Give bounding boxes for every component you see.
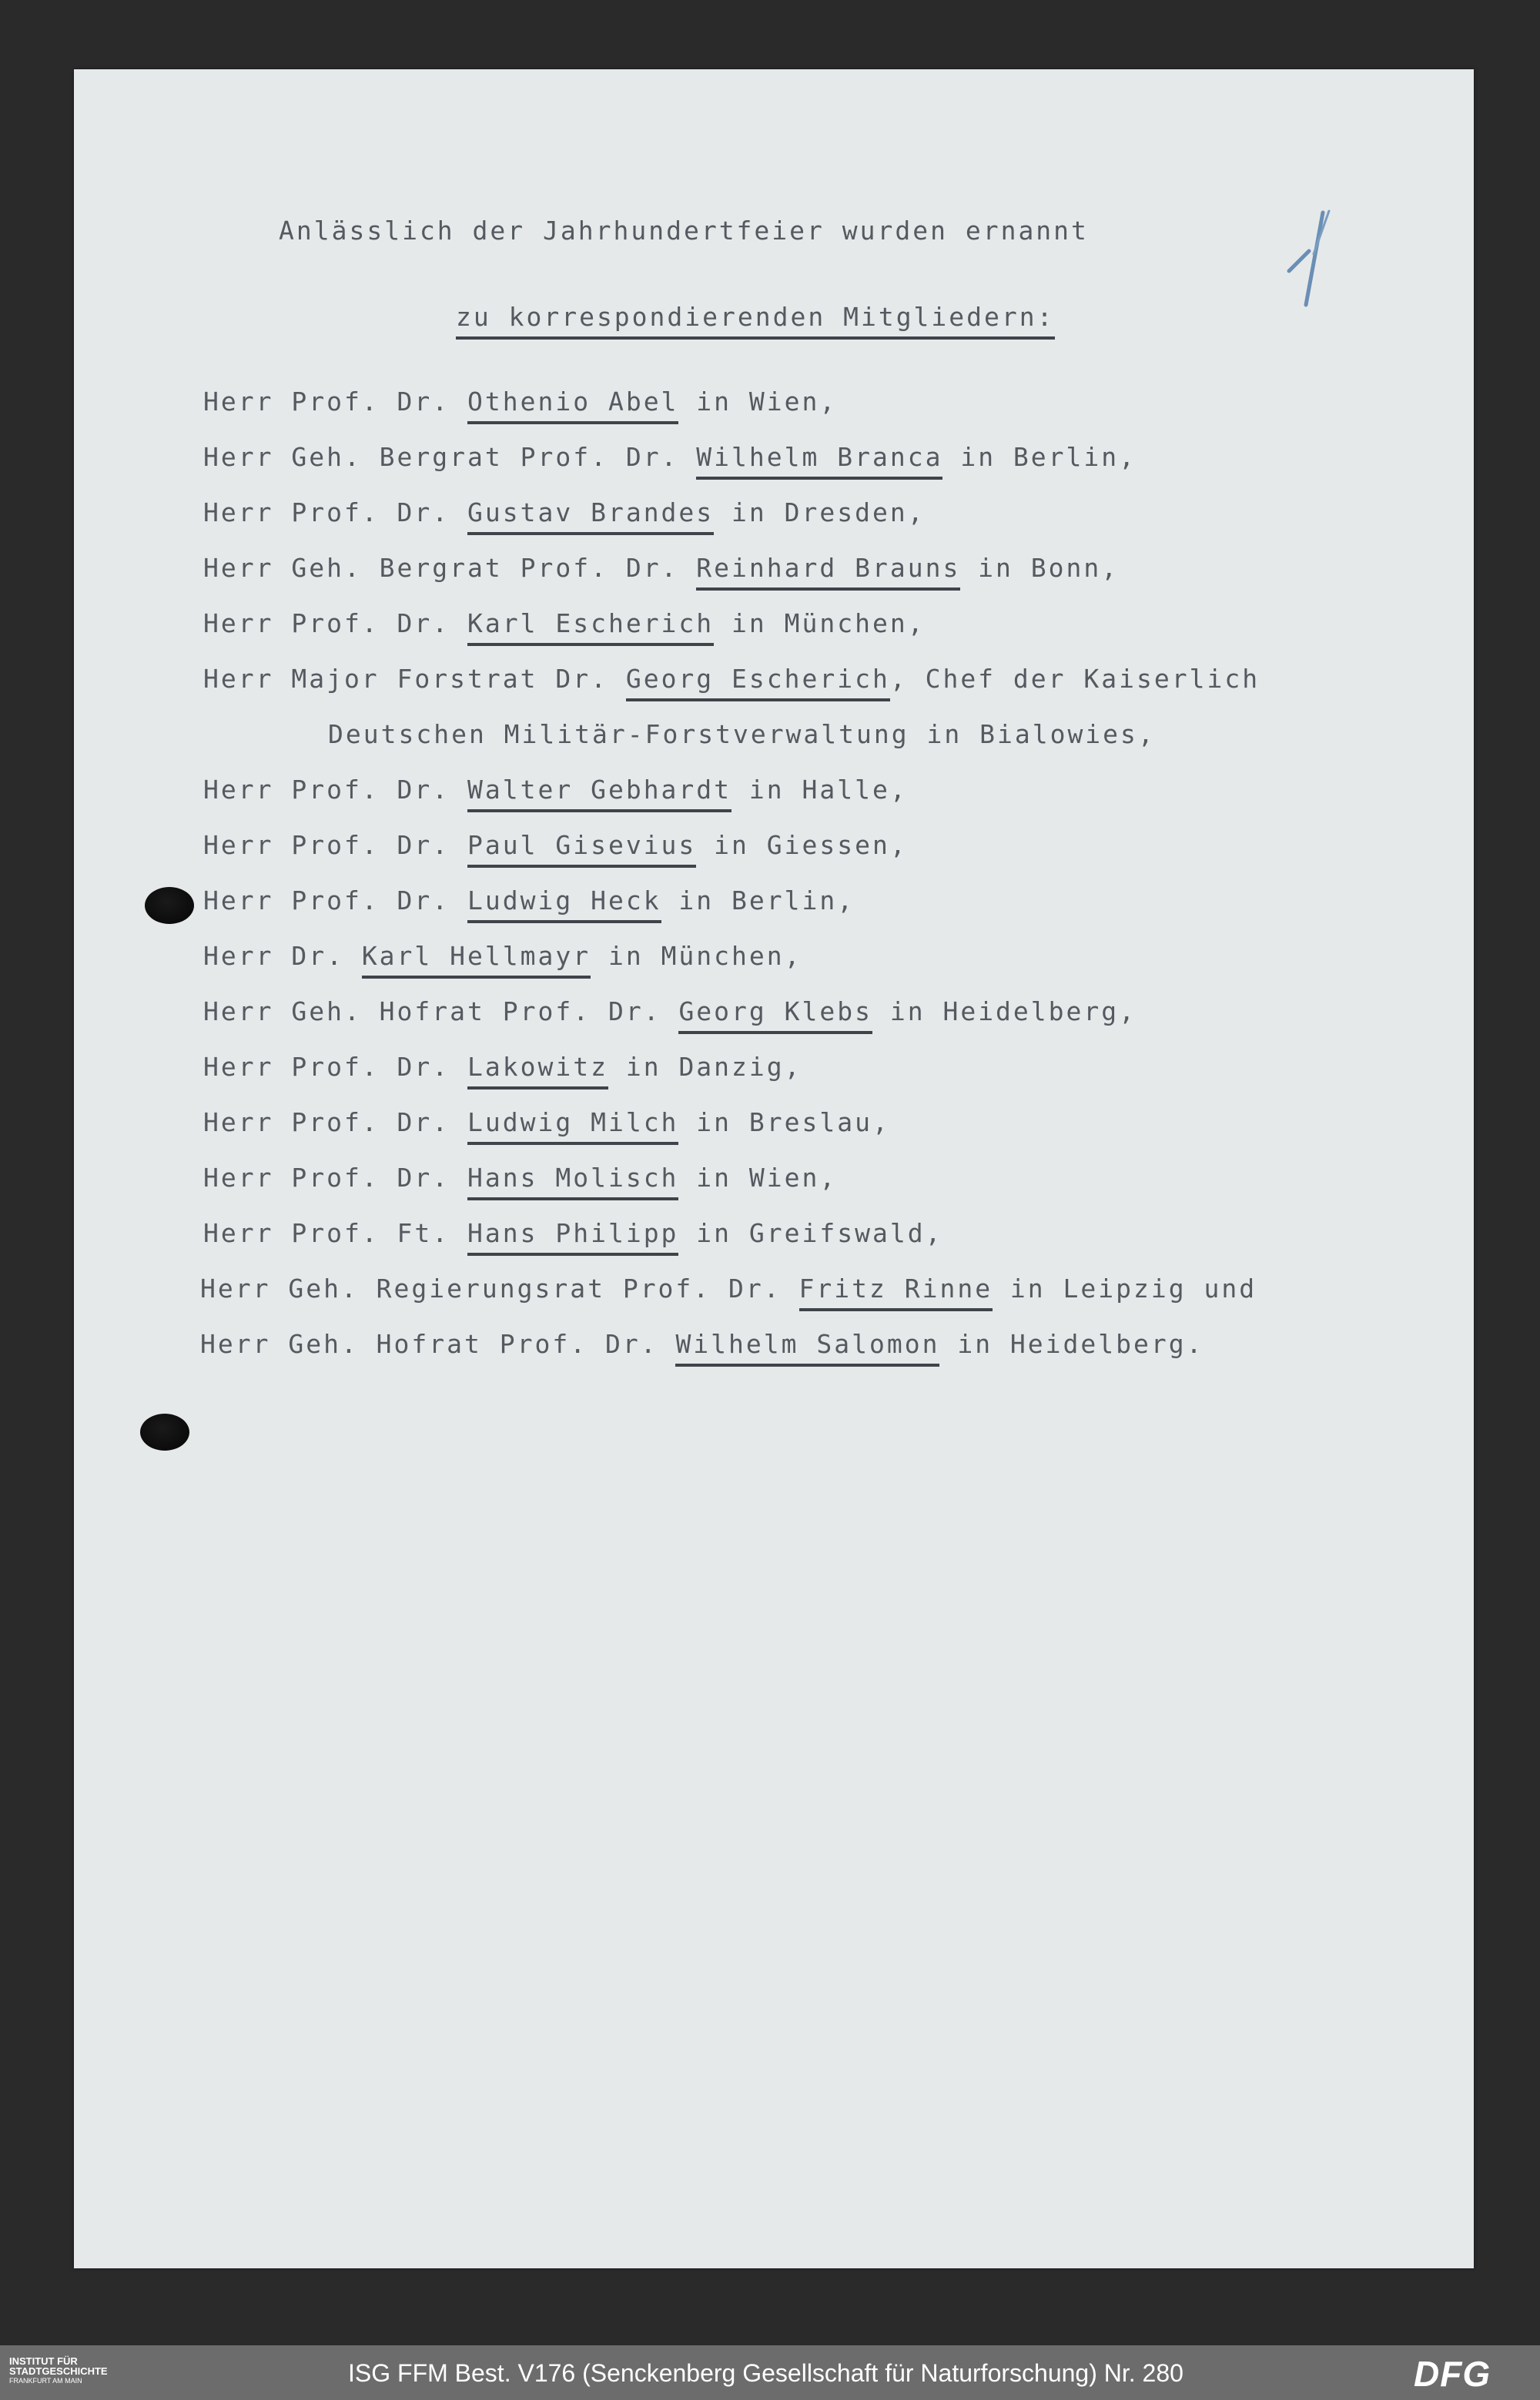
- list-item-continuation: Deutschen Militär-Forstverwaltung in Bialowies,: [328, 719, 1156, 749]
- entry-prefix: Herr Dr.: [203, 941, 362, 971]
- entry-prefix: Herr Prof. Dr.: [203, 1107, 468, 1137]
- member-name: Hans Philipp: [467, 1218, 678, 1256]
- member-name: Ludwig Milch: [467, 1107, 678, 1145]
- member-name: Reinhard Brauns: [696, 553, 960, 591]
- member-name: Ludwig Heck: [467, 885, 661, 923]
- entry-suffix: in Heidelberg,: [872, 996, 1137, 1026]
- entry-prefix: Herr Prof. Dr.: [203, 387, 468, 417]
- punch-hole: [145, 887, 194, 924]
- institution-line: INSTITUT FÜR: [9, 2355, 78, 2367]
- entry-prefix: Herr Geh. Regierungsrat Prof. Dr.: [200, 1274, 799, 1304]
- entry-suffix: in Greifswald,: [678, 1218, 943, 1248]
- archive-caption: ISG FFM Best. V176 (Senckenberg Gesellschaft für Naturforschung) Nr. 280: [348, 2359, 1183, 2387]
- entry-suffix: in Leipzig und: [993, 1274, 1257, 1304]
- list-item: [203, 1052, 802, 1082]
- entry-suffix: in München,: [591, 941, 802, 971]
- list-item: [203, 442, 1137, 472]
- member-name: Gustav Brandes: [467, 497, 714, 535]
- entry-suffix: in Bonn,: [960, 553, 1120, 583]
- entry-suffix: in Wien,: [678, 1163, 838, 1193]
- list-item: [203, 885, 855, 915]
- member-name: Wilhelm Branca: [696, 442, 942, 480]
- dfg-logo: DFG: [1414, 2354, 1491, 2394]
- entry-prefix: Herr Prof. Dr.: [203, 608, 468, 638]
- list-item: [203, 996, 1137, 1026]
- member-name: Othenio Abel: [467, 387, 678, 424]
- entry-suffix: in Heidelberg.: [939, 1329, 1204, 1359]
- entry-suffix: in München,: [714, 608, 926, 638]
- entry-prefix: Herr Prof. Dr.: [203, 830, 468, 860]
- entry-suffix: in Berlin,: [942, 442, 1137, 472]
- archive-footer: [0, 2345, 1540, 2400]
- pencil-page-number-mark: [1283, 200, 1375, 323]
- entry-suffix: in Wien,: [678, 387, 838, 417]
- member-name: Paul Gisevius: [467, 830, 696, 868]
- institution-line: FRANKFURT AM MAIN: [9, 2377, 82, 2385]
- entry-prefix: Herr Major Forstrat Dr.: [203, 664, 626, 694]
- entry-suffix: , Chef der Kaiserlich: [889, 664, 1260, 694]
- entry-suffix: in Danzig,: [608, 1052, 802, 1082]
- document-page: [74, 69, 1474, 2268]
- institution-line: STADTGESCHICHTE: [9, 2365, 108, 2377]
- list-item: [203, 387, 837, 417]
- entry-prefix: Herr Prof. Dr.: [203, 775, 468, 805]
- entry-suffix: in Giessen,: [696, 830, 908, 860]
- member-name: Lakowitz: [467, 1052, 608, 1090]
- list-item: [203, 608, 926, 638]
- member-name: Georg Escherich: [626, 664, 890, 701]
- list-item: [203, 1163, 837, 1193]
- entry-prefix: Herr Prof. Dr.: [203, 1163, 468, 1193]
- entry-prefix: Herr Geh. Bergrat Prof. Dr.: [203, 442, 697, 472]
- list-item: [203, 664, 1260, 694]
- entry-prefix: Herr Prof. Ft.: [203, 1218, 468, 1248]
- entry-prefix: Herr Prof. Dr.: [203, 885, 468, 915]
- entry-prefix: Herr Prof. Dr.: [203, 497, 468, 527]
- punch-hole: [140, 1414, 189, 1451]
- member-name: Georg Klebs: [678, 996, 872, 1034]
- document-title: Anlässlich der Jahrhundertfeier wurden ernannt: [279, 216, 1089, 246]
- entry-suffix: in Berlin,: [661, 885, 855, 915]
- list-item: [203, 553, 1119, 583]
- member-name: Fritz Rinne: [799, 1274, 993, 1311]
- list-item: [203, 1107, 890, 1137]
- member-name: Wilhelm Salomon: [675, 1329, 939, 1367]
- member-name: Karl Escherich: [467, 608, 714, 646]
- list-item: [203, 775, 908, 805]
- entry-prefix: Herr Geh. Bergrat Prof. Dr.: [203, 553, 697, 583]
- entry-prefix: Herr Prof. Dr.: [203, 1052, 468, 1082]
- list-item: [200, 1274, 1257, 1304]
- list-item: [200, 1329, 1204, 1359]
- document-subtitle: [456, 302, 1055, 332]
- member-name: Hans Molisch: [467, 1163, 678, 1200]
- entry-prefix: Herr Geh. Hofrat Prof. Dr.: [200, 1329, 676, 1359]
- document-subtitle-text: zu korrespondierenden Mitgliedern:: [456, 302, 1055, 340]
- entry-prefix: Herr Geh. Hofrat Prof. Dr.: [203, 996, 679, 1026]
- member-name: Walter Gebhardt: [467, 775, 732, 812]
- member-name: Karl Hellmayr: [362, 941, 591, 979]
- entry-suffix: in Halle,: [732, 775, 908, 805]
- list-item: [203, 1218, 942, 1248]
- list-item: [203, 941, 802, 971]
- institution-logo: [9, 2356, 132, 2386]
- list-item: [203, 497, 926, 527]
- entry-suffix: in Dresden,: [714, 497, 926, 527]
- list-item: [203, 830, 908, 860]
- entry-suffix: in Breslau,: [678, 1107, 890, 1137]
